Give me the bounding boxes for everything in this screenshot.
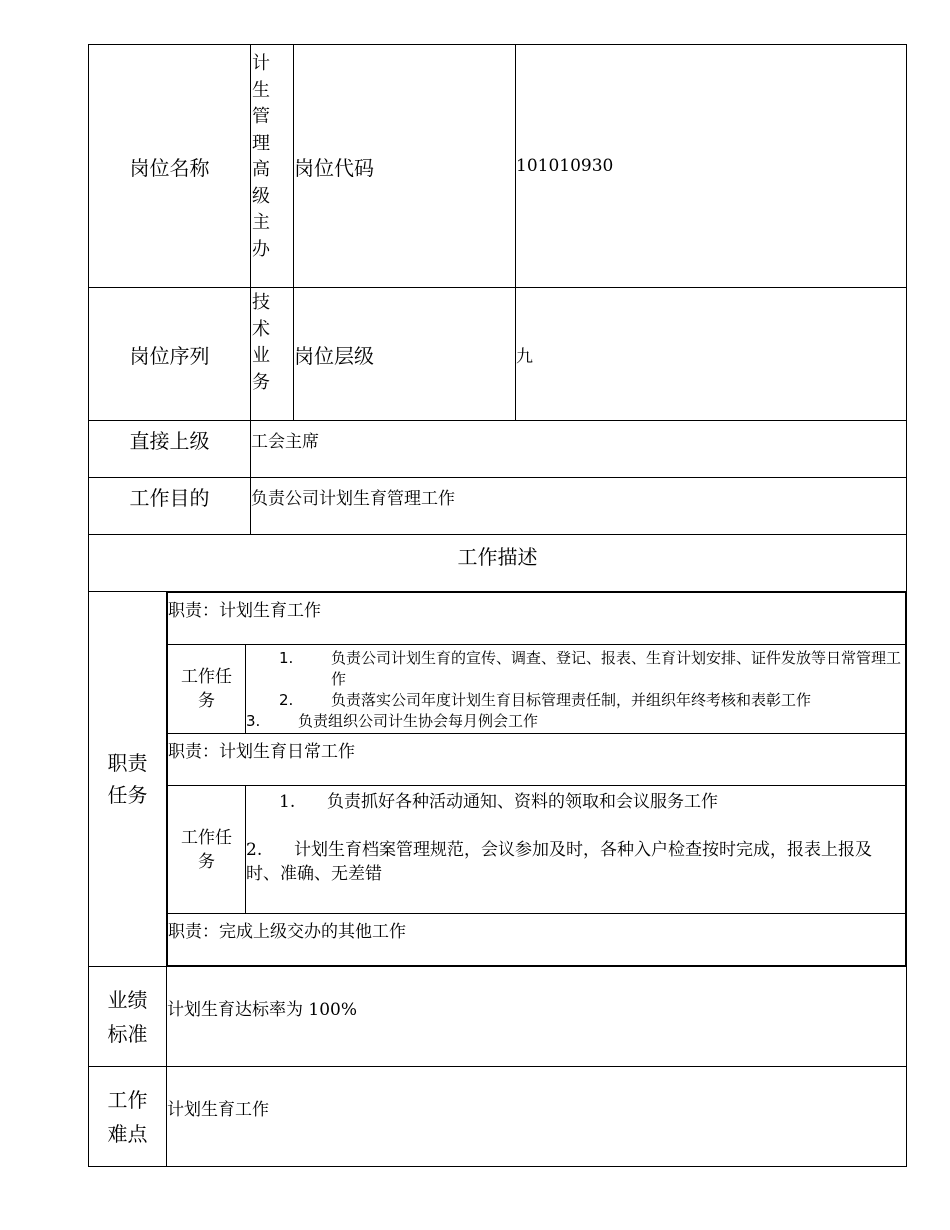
description-header: 工作描述 bbox=[89, 535, 907, 592]
task-label-line-1: 工作任 bbox=[181, 827, 232, 848]
difficulty-value: 计划生育工作 bbox=[167, 1067, 907, 1167]
duties-container bbox=[167, 592, 907, 967]
task-number: 2. bbox=[246, 840, 263, 860]
post-code-label: 岗位代码 bbox=[294, 45, 516, 288]
supervisor-value: 工会主席 bbox=[251, 421, 907, 478]
difficulty-label bbox=[89, 1067, 167, 1167]
job-description-table bbox=[88, 44, 907, 1167]
post-code-value: 101010930 bbox=[516, 45, 907, 288]
duties-label-line-1: 职责 bbox=[107, 751, 148, 775]
duty-title: 职责：计划生育工作 bbox=[168, 593, 906, 645]
task-text-content: 负责公司计划生育的宣传、调查、登记、报表、生育计划安排、证件发放等日常管理工作 bbox=[331, 649, 902, 688]
duty-title: 职责：计划生育日常工作 bbox=[168, 734, 906, 786]
duties-label bbox=[89, 592, 167, 967]
task-item bbox=[246, 838, 905, 886]
task-label bbox=[168, 786, 246, 914]
task-item bbox=[246, 711, 905, 732]
task-text: 负责组织公司计生协会每月例会工作 bbox=[298, 712, 539, 730]
performance-value: 计划生育达标率为 100% bbox=[167, 967, 907, 1067]
performance-label bbox=[89, 967, 167, 1067]
duties-label-line-2: 任务 bbox=[107, 783, 148, 807]
task-text: 负责落实公司年度计划生育目标管理责任制，并组织年终考核和表彰工作 bbox=[331, 691, 812, 709]
task-number: 2. bbox=[279, 691, 294, 709]
post-name-value bbox=[251, 45, 294, 288]
task-list bbox=[246, 786, 906, 914]
task-label-line-2: 务 bbox=[198, 851, 215, 872]
post-series-value bbox=[251, 288, 294, 421]
task-label-line-1: 工作任 bbox=[181, 667, 232, 687]
task-list bbox=[246, 645, 906, 734]
task-text: 负责抓好各种活动通知、资料的领取和会议服务工作 bbox=[327, 792, 718, 812]
post-name-label: 岗位名称 bbox=[89, 45, 251, 288]
post-series-text: 技术业务 bbox=[252, 292, 270, 393]
post-level-value: 九 bbox=[516, 288, 907, 421]
task-number: 3. bbox=[246, 712, 261, 730]
purpose-label: 工作目的 bbox=[89, 478, 251, 535]
post-level-label: 岗位层级 bbox=[294, 288, 516, 421]
post-series-label: 岗位序列 bbox=[89, 288, 251, 421]
task-number: 1. bbox=[279, 649, 294, 667]
duties-inner-table bbox=[167, 592, 906, 966]
task-text bbox=[331, 648, 905, 690]
purpose-value: 负责公司计划生育管理工作 bbox=[251, 478, 907, 535]
performance-label-line-1: 业绩 bbox=[107, 987, 148, 1012]
post-name-text: 计生管理高级主办 bbox=[252, 53, 270, 260]
task-label bbox=[168, 645, 246, 734]
task-item bbox=[246, 690, 905, 711]
task-number: 1. bbox=[279, 792, 296, 812]
task-label-line-2: 务 bbox=[198, 691, 215, 711]
performance-label-line-2: 标准 bbox=[107, 1021, 148, 1046]
difficulty-label-line-2: 难点 bbox=[107, 1121, 148, 1146]
task-item bbox=[246, 648, 905, 690]
difficulty-label-line-1: 工作 bbox=[107, 1087, 148, 1112]
task-item bbox=[246, 790, 905, 814]
duty-title: 职责：完成上级交办的其他工作 bbox=[168, 914, 906, 966]
supervisor-label: 直接上级 bbox=[89, 421, 251, 478]
task-text: 计划生育档案管理规范，会议参加及时，各种入户检查按时完成，报表上报及时、准确、无差错 bbox=[246, 840, 872, 884]
